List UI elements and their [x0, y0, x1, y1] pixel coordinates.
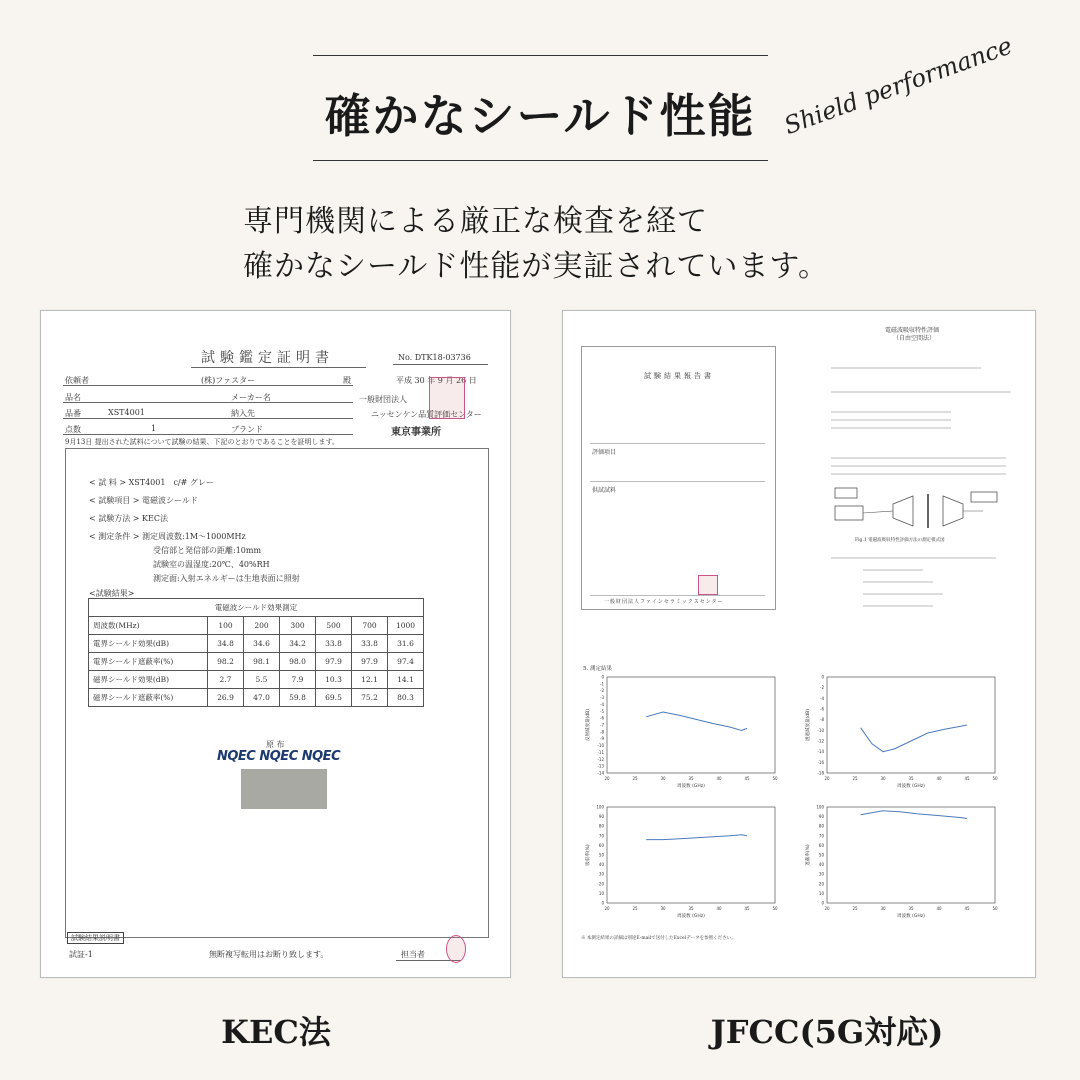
y-tick-label: -3: [600, 695, 604, 701]
text-placeholder: [831, 557, 996, 559]
x-tick-label: 45: [964, 906, 970, 911]
jfcc-seal-stamp: [698, 575, 718, 595]
jfcc-chart-absorption: [583, 801, 793, 927]
kec-footer-tag: 試験結果説明書: [67, 932, 124, 944]
jfcc-fig-caption: Fig.1 電磁波吸収特性評価方法の測定模式図: [855, 538, 945, 543]
jfcc-chart-reflection: [583, 671, 793, 797]
x-tick-label: 40: [936, 906, 942, 911]
x-tick-label: 30: [660, 776, 666, 781]
y-tick-label: -12: [817, 738, 824, 744]
kec-docno-underline: [393, 364, 488, 365]
y-tick-label: -8: [820, 717, 824, 723]
kec-count-label: 点数: [65, 425, 81, 434]
row-label-cell: 電界シールド効果(dB): [89, 635, 208, 653]
y-tick-label: 90: [818, 814, 824, 820]
row-label-cell: 周波数(MHz): [89, 617, 208, 635]
y-axis-label: 吸収率(%): [586, 844, 591, 866]
x-tick-label: 35: [688, 906, 694, 911]
kec-maker-label: メーカー名: [231, 393, 271, 402]
jfcc-sample-label: 供試試料: [592, 487, 617, 494]
text-placeholder: [863, 605, 933, 607]
caption-jfcc: JFCC(5G対応): [710, 1013, 944, 1051]
value-cell: 98.0: [280, 653, 316, 671]
table-header-row: [89, 617, 424, 635]
kec-brand-label: ブランド: [231, 425, 263, 434]
plot-frame: [607, 807, 775, 903]
y-tick-label: 50: [598, 852, 604, 858]
x-tick-label: 35: [908, 906, 914, 911]
kec-footer-mid: 無断複写転用はお断り致します。: [209, 950, 329, 959]
value-cell: 69.5: [316, 689, 352, 707]
y-tick-label: 80: [598, 823, 604, 829]
row-label-cell: 電界シールド遮蔽率(%): [89, 653, 208, 671]
table-row: [89, 671, 424, 689]
x-tick-label: 45: [964, 776, 970, 781]
row-label-cell: 磁界シールド遮蔽率(%): [89, 689, 208, 707]
kec-conditions-1: < 測定条件 > 測定周波数:1M〜1000MHz: [89, 532, 246, 541]
y-tick-label: -16: [817, 759, 824, 765]
x-tick-label: 40: [716, 776, 722, 781]
cover-line: [590, 481, 765, 482]
x-tick-label: 25: [852, 776, 858, 781]
text-placeholder: [831, 465, 1006, 467]
x-axis-label: 周波数 (GHz): [897, 784, 925, 789]
jfcc-org: 一般財団法人ファインセラミックスセンター: [604, 599, 724, 605]
value-cell: 200: [244, 617, 280, 635]
kec-doc-number: No. DTK18-03736: [398, 353, 471, 362]
value-cell: 300: [280, 617, 316, 635]
table-row: [89, 635, 424, 653]
value-cell: 47.0: [244, 689, 280, 707]
y-tick-label: -10: [817, 727, 824, 733]
text-placeholder: [831, 457, 1006, 459]
caption-kec: KEC法: [221, 1013, 331, 1051]
x-tick-label: 35: [688, 776, 694, 781]
kec-issuer-3: 東京事業所: [391, 427, 441, 438]
kec-results-label: <試験結果>: [89, 589, 135, 598]
row-label-cell: 磁界シールド効果(dB): [89, 671, 208, 689]
y-tick-label: -11: [597, 749, 604, 755]
x-tick-label: 20: [604, 906, 610, 911]
value-cell: 5.5: [244, 671, 280, 689]
script-subtitle: Shield performance: [780, 31, 1016, 140]
x-tick-label: 50: [992, 776, 998, 781]
series-line: [646, 712, 747, 731]
kec-conditions-4: 測定面:入射エネルギーは生地表面に照射: [153, 574, 300, 583]
x-tick-label: 30: [880, 776, 886, 781]
page-title: 確かなシールド性能: [324, 89, 756, 143]
kec-results-table: [88, 598, 424, 707]
kec-title-underline: [191, 367, 366, 368]
y-tick-label: 0: [601, 674, 604, 680]
y-tick-label: -8: [600, 729, 604, 735]
y-tick-label: -4: [600, 701, 604, 707]
text-placeholder: [863, 569, 923, 571]
value-cell: 34.8: [208, 635, 244, 653]
kec-test-item: < 試験項目 > 電磁波シールド: [89, 496, 198, 505]
jfcc-footnote: ※ 本測定結果の詳細は別途E-mailで送付したExcelデータを参照ください。: [581, 936, 736, 941]
series-line: [646, 835, 747, 840]
measurement-setup-diagram: [833, 486, 1003, 534]
y-tick-label: -13: [597, 763, 604, 769]
value-cell: 500: [316, 617, 352, 635]
x-tick-label: 20: [824, 776, 830, 781]
y-tick-label: -1: [600, 681, 604, 687]
y-tick-label: -18: [817, 770, 824, 776]
value-cell: 10.3: [316, 671, 352, 689]
value-cell: 75.2: [352, 689, 388, 707]
y-tick-label: -14: [597, 770, 604, 776]
y-tick-label: 30: [598, 871, 604, 877]
value-cell: 2.7: [208, 671, 244, 689]
jfcc-eval-label: 評価項目: [592, 449, 617, 456]
y-tick-label: 10: [818, 890, 824, 896]
sample-fabric-swatch: [241, 769, 327, 809]
x-tick-label: 50: [772, 776, 778, 781]
series-line: [861, 725, 967, 752]
x-axis-label: 周波数 (GHz): [897, 914, 925, 919]
kec-certificate-image: [40, 310, 511, 978]
y-tick-label: -9: [600, 736, 604, 742]
y-tick-label: 0: [601, 900, 604, 906]
kec-date: 平成 30 年 9 月 26 日: [396, 376, 477, 385]
x-tick-label: 50: [992, 906, 998, 911]
x-tick-label: 30: [660, 906, 666, 911]
y-tick-label: 100: [816, 804, 824, 810]
text-placeholder: [863, 593, 943, 595]
y-tick-label: 20: [598, 881, 604, 887]
row-line: [63, 402, 353, 403]
kec-supply-label: 納入先: [231, 409, 255, 418]
value-cell: 31.6: [388, 635, 424, 653]
value-cell: 98.2: [208, 653, 244, 671]
x-tick-label: 50: [772, 906, 778, 911]
text-placeholder: [831, 391, 1011, 393]
row-line: [63, 418, 353, 419]
cover-line: [590, 443, 765, 444]
x-axis-label: 周波数 (GHz): [677, 914, 705, 919]
value-cell: 97.4: [388, 653, 424, 671]
kec-item-name-label: 品名: [65, 393, 81, 402]
jfcc-chart-transmission: [803, 671, 1013, 797]
value-cell: 14.1: [388, 671, 424, 689]
y-tick-label: 50: [818, 852, 824, 858]
text-placeholder: [831, 427, 951, 429]
plot-frame: [607, 677, 775, 773]
lead-line-1: 専門機関による厳正な検査を経て: [243, 204, 708, 239]
value-cell: 26.9: [208, 689, 244, 707]
y-tick-label: 40: [598, 862, 604, 868]
y-tick-label: 30: [818, 871, 824, 877]
value-cell: 97.9: [316, 653, 352, 671]
y-axis-label: 透過減衰量(dB): [806, 709, 811, 741]
kec-count-value: 1: [151, 424, 157, 433]
y-tick-label: 70: [598, 833, 604, 839]
plot-frame: [827, 677, 995, 773]
y-tick-label: -6: [820, 706, 824, 712]
lead-line-2: 確かなシールド性能が実証されています。: [243, 249, 829, 284]
jfcc-right-title: 電磁波吸収特性評価: [885, 327, 940, 334]
kec-method: < 試験方法 > KEC法: [89, 514, 168, 523]
kec-client-label: 依頼者: [65, 376, 89, 385]
value-cell: 34.2: [280, 635, 316, 653]
value-cell: 100: [208, 617, 244, 635]
kec-footer-left: 試証-1: [69, 950, 93, 959]
kec-client-suffix: 殿: [343, 376, 351, 385]
top-rule: [313, 55, 768, 56]
y-tick-label: -12: [597, 756, 604, 762]
y-tick-label: -5: [600, 708, 604, 714]
y-tick-label: 60: [818, 842, 824, 848]
jfcc-report-title: 試験結果報告書: [644, 372, 714, 380]
x-tick-label: 25: [632, 906, 638, 911]
y-tick-label: 0: [821, 674, 824, 680]
y-axis-label: 遮蔽率(%): [806, 844, 811, 866]
bottom-rule: [313, 160, 768, 161]
x-axis-label: 周波数 (GHz): [677, 784, 705, 789]
kec-sample: < 試 料 > XST4001 c/# グレー: [89, 478, 214, 487]
kec-issuer-2: ニッセンケン品質評価センター: [371, 410, 482, 419]
value-cell: 33.8: [352, 635, 388, 653]
kec-footer-right: 担当者: [401, 950, 425, 959]
y-tick-label: 90: [598, 814, 604, 820]
x-tick-label: 25: [852, 906, 858, 911]
y-tick-label: 40: [818, 862, 824, 868]
x-tick-label: 30: [880, 906, 886, 911]
text-placeholder: [831, 419, 951, 421]
x-tick-label: 40: [936, 776, 942, 781]
series-line: [861, 811, 967, 819]
y-tick-label: 80: [818, 823, 824, 829]
jfcc-chart-shielding: [803, 801, 1013, 927]
jfcc-report-image: [562, 310, 1036, 978]
x-tick-label: 35: [908, 776, 914, 781]
kec-issuer-1: 一般財団法人: [359, 395, 407, 404]
text-placeholder: [863, 581, 933, 583]
table-row: [89, 653, 424, 671]
kec-notice: 9月13日 提出された試料について試験の結果、下記のとおりであることを証明します。: [65, 438, 339, 446]
y-tick-label: 100: [596, 804, 604, 810]
x-tick-label: 45: [744, 906, 750, 911]
x-tick-label: 20: [824, 906, 830, 911]
text-placeholder: [831, 367, 981, 369]
plot-frame: [827, 807, 995, 903]
table-row: [89, 689, 424, 707]
kec-client-value: (株)ファスター: [201, 376, 256, 385]
value-cell: 59.8: [280, 689, 316, 707]
y-tick-label: -6: [600, 715, 604, 721]
value-cell: 33.8: [316, 635, 352, 653]
kec-model-value: XST4001: [108, 408, 145, 417]
value-cell: 1000: [388, 617, 424, 635]
kec-conditions-3: 試験室の温湿度:20℃、40%RH: [153, 560, 270, 569]
text-placeholder: [831, 411, 951, 413]
value-cell: 34.6: [244, 635, 280, 653]
y-tick-label: 70: [818, 833, 824, 839]
y-tick-label: -2: [820, 685, 824, 691]
value-cell: 98.1: [244, 653, 280, 671]
y-tick-label: 0: [821, 900, 824, 906]
x-tick-label: 20: [604, 776, 610, 781]
y-axis-label: 反射減衰量(dB): [586, 709, 591, 741]
y-tick-label: 20: [818, 881, 824, 887]
kec-mark-top: 原 布: [266, 740, 285, 749]
kec-seal-stamp: [429, 377, 465, 419]
y-tick-label: -10: [597, 743, 604, 749]
value-cell: 700: [352, 617, 388, 635]
nqec-mark: NQEC NQEC NQEC: [217, 749, 341, 764]
kec-doc-title: 試験鑑定証明書: [201, 350, 334, 366]
jfcc-right-sub: （自由空間法）: [893, 335, 936, 342]
jfcc-report-cover: [581, 346, 776, 610]
kec-conditions-2: 受信部と発信部の距離:10mm: [153, 546, 262, 555]
cover-line: [590, 595, 765, 596]
kec-model-label: 品番: [65, 409, 81, 418]
table-caption: 電磁波シールド効果測定: [89, 599, 424, 617]
y-tick-label: 60: [598, 842, 604, 848]
kec-staff-stamp: [446, 935, 466, 963]
x-tick-label: 40: [716, 906, 722, 911]
row-line: [63, 385, 353, 386]
value-cell: 97.9: [352, 653, 388, 671]
row-line: [63, 434, 353, 435]
y-tick-label: -7: [600, 722, 604, 728]
value-cell: 7.9: [280, 671, 316, 689]
y-tick-label: 10: [598, 890, 604, 896]
y-tick-label: -2: [600, 688, 604, 694]
value-cell: 12.1: [352, 671, 388, 689]
text-placeholder: [831, 473, 1006, 475]
y-tick-label: -4: [820, 695, 824, 701]
x-tick-label: 25: [632, 776, 638, 781]
value-cell: 80.3: [388, 689, 424, 707]
jfcc-section5: 5. 測定結果: [583, 666, 612, 672]
y-tick-label: -14: [817, 749, 824, 755]
x-tick-label: 45: [744, 776, 750, 781]
